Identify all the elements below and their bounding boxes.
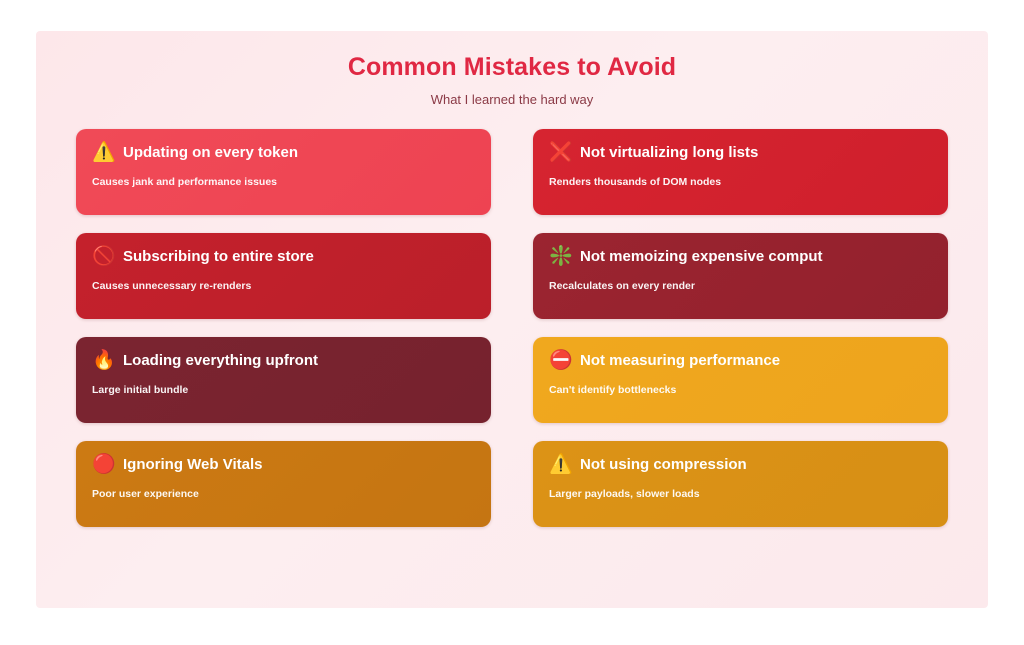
mistake-card[interactable] bbox=[76, 233, 491, 319]
card-description: Large initial bundle bbox=[92, 384, 189, 396]
card-description: Can't identify bottlenecks bbox=[549, 384, 677, 396]
card-header bbox=[549, 351, 932, 370]
mistake-card[interactable] bbox=[533, 337, 948, 423]
mistake-card[interactable] bbox=[533, 441, 948, 527]
card-header bbox=[549, 143, 932, 162]
card-header bbox=[549, 247, 932, 266]
card-title: Not measuring performance bbox=[580, 352, 781, 369]
card-description: Poor user experience bbox=[92, 488, 199, 500]
mistake-card[interactable] bbox=[533, 129, 948, 215]
card-description: Recalculates on every render bbox=[549, 280, 695, 292]
mistake-card[interactable] bbox=[76, 337, 491, 423]
card-title: Not using compression bbox=[580, 456, 747, 473]
card-description: Causes unnecessary re-renders bbox=[92, 280, 252, 292]
card-description: Causes jank and performance issues bbox=[92, 176, 277, 188]
page-title: Common Mistakes to Avoid bbox=[347, 53, 677, 81]
cross-mark-icon: ❌ bbox=[549, 142, 573, 163]
card-header bbox=[549, 455, 932, 474]
red-circle-icon: 🔴 bbox=[92, 454, 116, 475]
card-header bbox=[92, 247, 475, 266]
mistake-card[interactable] bbox=[76, 441, 491, 527]
no-entry-icon: ⛔ bbox=[549, 350, 573, 371]
card-title: Not virtualizing long lists bbox=[580, 144, 759, 161]
prohibited-icon: 🚫 bbox=[92, 246, 116, 267]
card-title: Subscribing to entire store bbox=[123, 248, 314, 265]
card-title: Not memoizing expensive comput bbox=[580, 248, 823, 265]
card-title: Loading everything upfront bbox=[123, 352, 318, 369]
fire-icon: 🔥 bbox=[92, 350, 116, 371]
card-description: Renders thousands of DOM nodes bbox=[549, 176, 722, 188]
card-description: Larger payloads, slower loads bbox=[549, 488, 700, 500]
mistakes-grid bbox=[76, 129, 948, 527]
card-title: Updating on every token bbox=[123, 144, 299, 161]
mistake-card[interactable] bbox=[533, 233, 948, 319]
sparkle-icon: ❇️ bbox=[549, 246, 573, 267]
card-header bbox=[92, 351, 475, 370]
slide-canvas bbox=[36, 31, 988, 608]
slide-header bbox=[36, 31, 988, 107]
warning-triangle-icon: ⚠️ bbox=[92, 142, 116, 163]
warning-triangle-icon: ⚠️ bbox=[549, 454, 573, 475]
card-title: Ignoring Web Vitals bbox=[123, 456, 263, 473]
page-subtitle: What I learned the hard way bbox=[430, 92, 594, 107]
mistake-card[interactable] bbox=[76, 129, 491, 215]
card-header bbox=[92, 455, 475, 474]
card-header bbox=[92, 143, 475, 162]
